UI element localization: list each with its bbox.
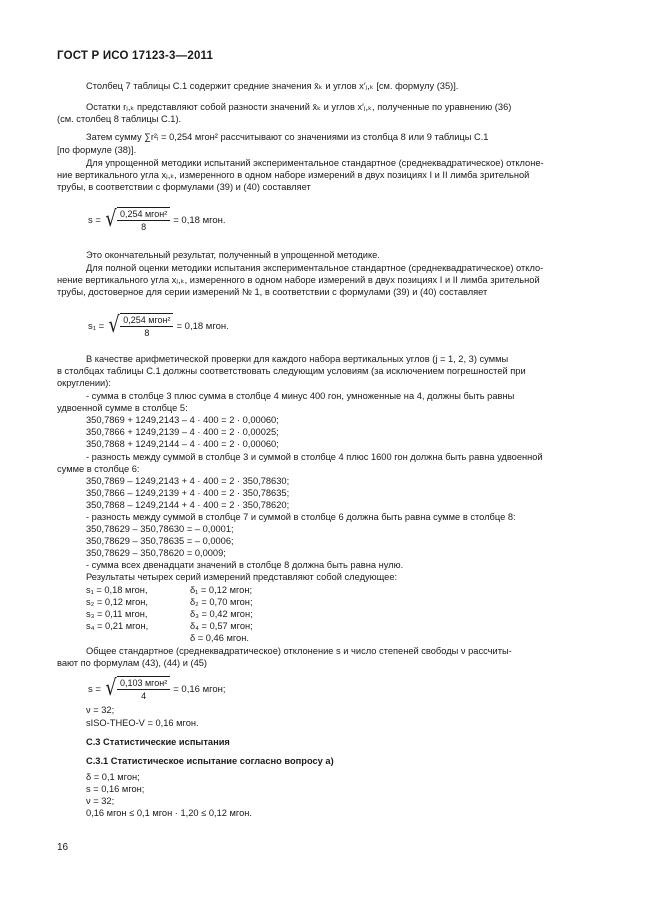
test-line: s = 0,16 мгон; — [86, 784, 145, 794]
equation: 350,7868 + 1249,2144 – 4 · 400 = 2 · 0,00060; — [86, 439, 279, 449]
equation: 350,78629 – 350,78630 = – 0,0001; — [86, 524, 234, 534]
test-line: δ = 0,1 мгон; — [86, 772, 140, 782]
result-s: s₄ = 0,21 мгон, — [86, 621, 149, 631]
sqrt: √ $\frac{\text{0,103 мгон²}}{4}$ — [104, 676, 170, 702]
sqrt: √ $\frac{\text{0,254 мгон²}}{8}$ — [107, 313, 173, 339]
paragraph: нение вертикального угла xⱼ,ₖ, измеренного в одном наборе измерений в двух позициях I и II лимба зрительной — [57, 275, 540, 285]
paragraph: [по формуле (38)]. — [57, 145, 137, 155]
result-delta: δ₂ = 0,70 мгон; — [190, 597, 253, 607]
paragraph: Это окончательный результат, полученный в упрощенной методике. — [86, 250, 380, 260]
paragraph: в столбцах таблицы С.1 должны соответствовать следующим условиям (за исключением погрешностей при — [57, 366, 526, 376]
fraction-numerator: 0,254 мгон² — [117, 209, 170, 221]
condition: удвоенной сумме в столбце 5: — [57, 403, 188, 413]
section-heading: С.3 Статистические испытания — [86, 737, 230, 747]
paragraph: вают по формулам (43), (44) и (45) — [57, 658, 208, 668]
paragraph: (см. столбец 8 таблицы С.1). — [57, 114, 182, 124]
result-s: s₁ = 0,18 мгон, — [86, 585, 148, 595]
paragraph: Общее стандартное (среднеквадратическое) отклонение s и число степеней свободы ν рассчиты- — [86, 646, 512, 656]
formula-lhs: s₁ = — [88, 320, 105, 332]
equation: 350,7869 – 1249,2143 + 4 · 400 = 2 · 350,78630; — [86, 476, 290, 486]
equation: 350,7866 – 1249,2139 + 4 · 400 = 2 · 350,78635; — [86, 488, 290, 498]
result-delta: δ₁ = 0,12 мгон; — [190, 585, 253, 595]
equation: 350,78629 – 350,78635 = – 0,0006; — [86, 536, 234, 546]
paragraph: Для полной оценки методики испытания экспериментальное стандартное (среднеквадратическое) откло- — [86, 263, 544, 273]
equation: 350,7868 – 1249,2144 + 4 · 400 = 2 · 350,78620; — [86, 500, 290, 510]
condition: - сумма в столбце 3 плюс сумма в столбце 4 минус 400 гон, умноженные на 4, должны быть равны — [86, 391, 515, 401]
sqrt: √ $\frac{\text{0,254 мгон²}}{8}$ — [104, 207, 170, 233]
condition: - разность между суммой в столбце 7 и суммой в столбце 6 должна быть равна сумме в столбце 8: — [86, 512, 516, 522]
result-delta: δ₄ = 0,57 мгон; — [190, 621, 253, 631]
formula-s1 — [88, 313, 229, 339]
paragraph: Остатки rⱼ,ₖ представляют собой разности значений x̄ₖ и углов x′ⱼ,ₖ, полученные по уравнению (36) — [86, 102, 512, 112]
subsection-heading: С.3.1 Статистическое испытание согласно вопросу а) — [86, 756, 334, 766]
paragraph: ние вертикального угла xⱼ,ₖ, измеренного в одном наборе измерений в двух позициях I и II лимба зрительной — [57, 170, 530, 180]
equation: 350,7866 + 1249,2139 – 4 · 400 = 2 · 0,00025; — [86, 427, 279, 437]
paragraph: трубы, в соответствии с формулами (39) и (40) составляет — [57, 182, 311, 192]
condition: - сумма всех двенадцати значений в столбце 8 должна быть равна нулю. — [86, 560, 404, 570]
paragraph: Затем сумму ∑r²ᵢ = 0,254 мгон² рассчитывают со значениями из столбца 8 или 9 таблицы С.1 — [86, 132, 489, 142]
condition: - разность между суммой в столбце 3 и суммой в столбце 4 плюс 1600 гон должна быть равна удвоенной — [86, 452, 543, 462]
fraction-numerator: 0,103 мгон² — [117, 678, 170, 690]
paragraph: трубы, достоверное для серии измерений № 1, в соответствии с формулами (39) и (40) составляет — [57, 287, 488, 297]
equation: 350,78629 – 350,78620 = 0,0009; — [86, 548, 226, 558]
fraction-denominator: 4 — [141, 691, 147, 701]
formula-s — [88, 207, 226, 233]
result-delta: δ₃ = 0,42 мгон; — [190, 609, 253, 619]
paragraph: округлении): — [57, 378, 111, 388]
nu-value: ν = 32; — [86, 705, 115, 715]
document-header: ГОСТ Р ИСО 17123-3—2011 — [57, 50, 214, 62]
test-line: 0,16 мгон ≤ 0,1 мгон · 1,20 ≤ 0,12 мгон. — [86, 808, 252, 818]
result-s: s₂ = 0,12 мгон, — [86, 597, 148, 607]
result-s: s₃ = 0,11 мгон, — [86, 609, 148, 619]
formula-lhs: s = — [88, 214, 101, 226]
fraction-numerator: 0,254 мгон² — [120, 315, 173, 327]
condition: сумме в столбце 6: — [57, 464, 140, 474]
paragraph: Результаты четырех серий измерений представляют собой следующее: — [86, 572, 398, 582]
paragraph: В качестве арифметической проверки для каждого набора вертикальных углов (j = 1, 2, 3) суммы — [86, 354, 509, 364]
formula-rhs: = 0,18 мгон. — [173, 214, 226, 226]
formula-lhs: s = — [88, 683, 101, 695]
paragraph: Для упрощенной методики испытаний экспериментальное стандартное (среднеквадратическое) отклоне- — [86, 158, 544, 168]
fraction-denominator: 8 — [141, 222, 147, 232]
fraction-denominator: 8 — [144, 328, 150, 338]
formula-s-total — [88, 676, 226, 702]
siso-value: sISO-THEO-V = 0,16 мгон. — [86, 718, 199, 728]
equation: 350,7869 + 1249,2143 – 4 · 400 = 2 · 0,00060; — [86, 415, 279, 425]
page-number: 16 — [57, 842, 69, 853]
test-line: ν = 32; — [86, 796, 115, 806]
formula-rhs: = 0,18 мгон. — [176, 320, 229, 332]
result-delta-total: δ = 0,46 мгон. — [190, 633, 249, 643]
formula-rhs: = 0,16 мгон; — [173, 683, 226, 695]
paragraph: Столбец 7 таблицы С.1 содержит средние значения x̄ₖ и углов x′ⱼ,ₖ [см. формулу (35)]. — [86, 81, 459, 91]
